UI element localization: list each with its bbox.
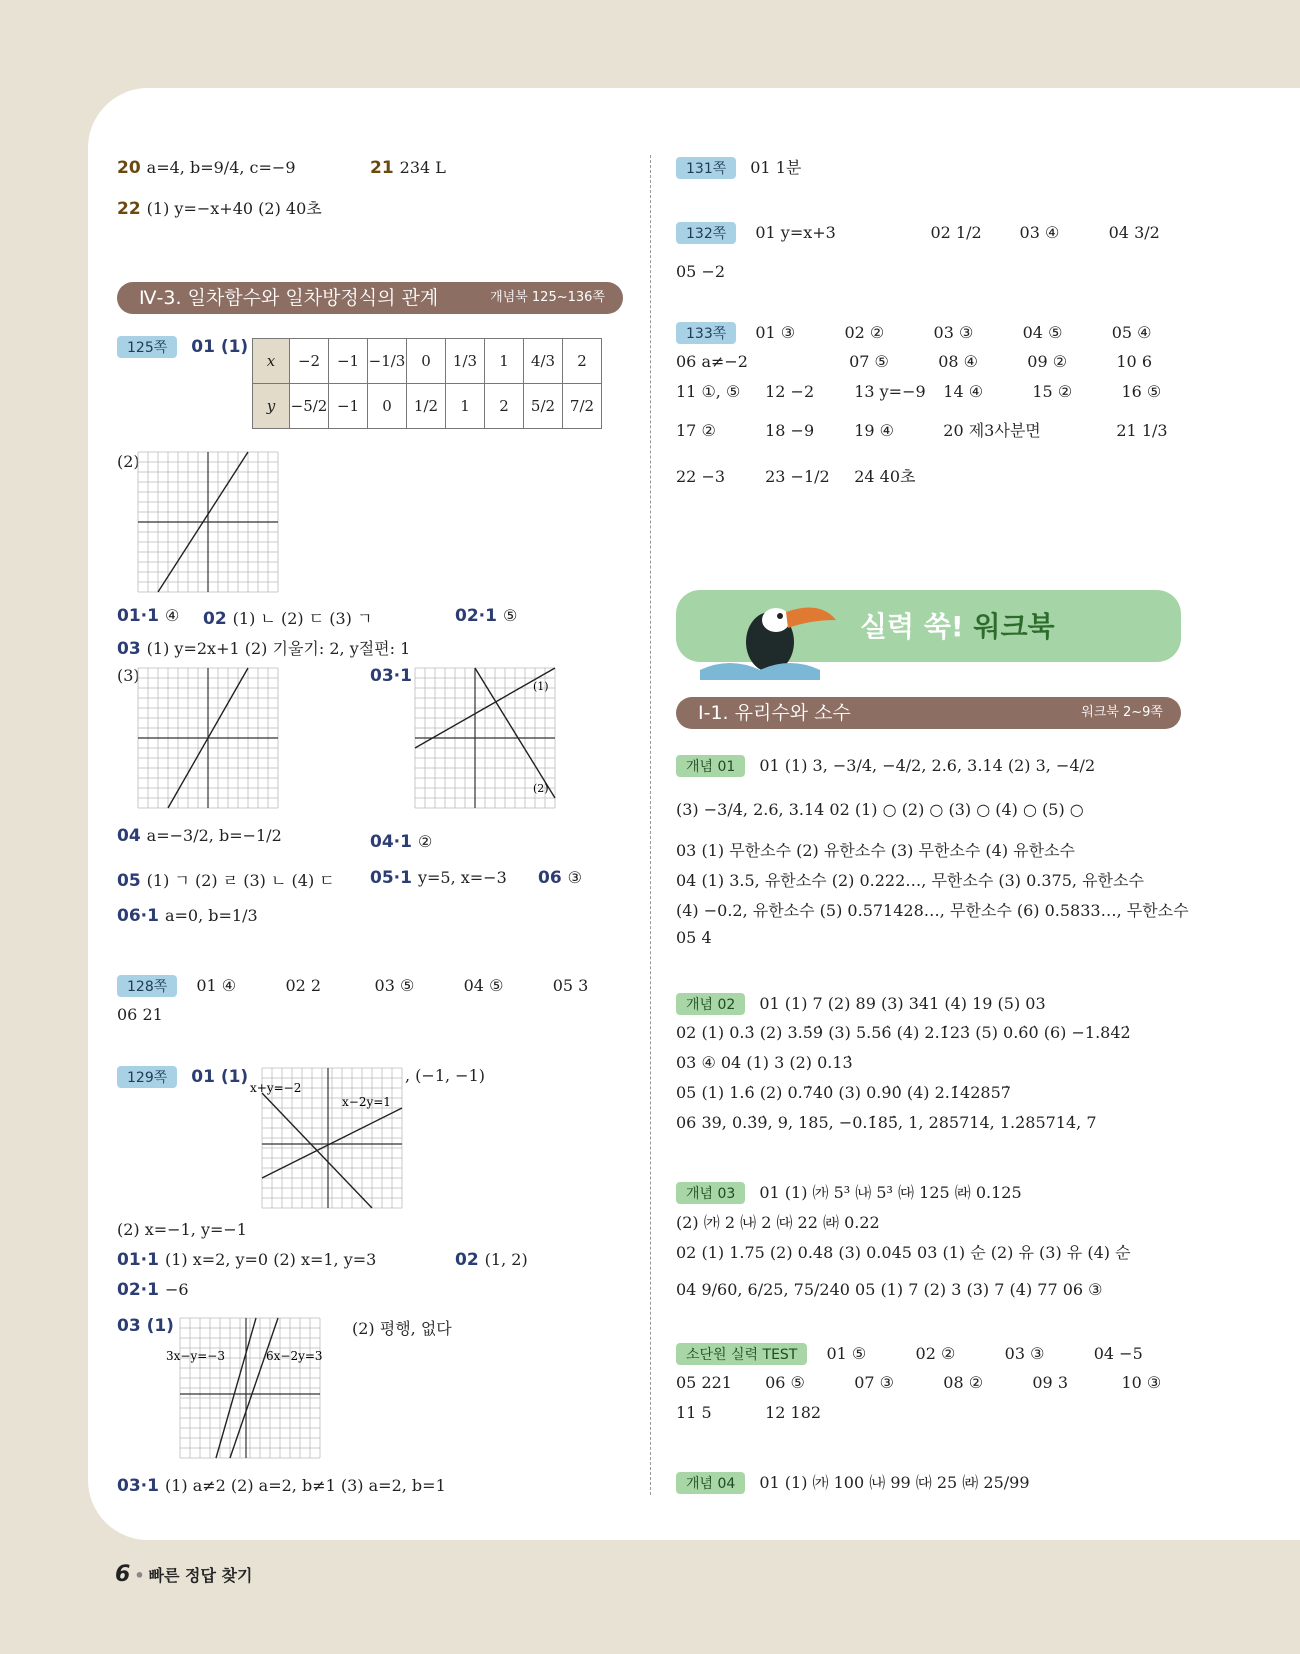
answer-05: [117, 868, 335, 891]
answer-item: 20 제3사분면: [943, 421, 1041, 440]
answer-item: 01 y=x+3: [755, 223, 836, 242]
workbook-banner-title: [860, 605, 1055, 645]
page-tag: 128쪽: [117, 975, 177, 997]
answer-text: , (−1, −1): [405, 1066, 485, 1085]
page-133-row-1: [676, 322, 1152, 344]
answer-item: 08 ②: [943, 1373, 984, 1392]
table-cell: 5/2: [524, 384, 563, 429]
answer-number: 05·1: [370, 868, 412, 888]
answer-text: (2) x=−1, y=−1: [117, 1220, 247, 1239]
concept-04-line-1: [676, 1470, 1030, 1494]
answer-item: 03 ④: [1019, 223, 1060, 242]
banner-text-a: 실력 쑥!: [860, 610, 974, 643]
answer-item: 01 1분: [750, 158, 802, 177]
answer-text: (1) y=2x+1 (2) 기울기: 2, y절편: 1: [146, 639, 411, 658]
answer-text: (1) ㄱ (2) ㄹ (3) ㄴ (4) ㄷ: [146, 871, 335, 890]
answer-item: 16 ⑤: [1121, 382, 1162, 401]
graph-line-label: x−2y=1: [342, 1095, 391, 1109]
table-cell: −1: [329, 339, 368, 384]
page-tag: 131쪽: [676, 157, 736, 179]
page-tag: 132쪽: [676, 222, 736, 244]
answer-item: 03 ⑤: [374, 976, 415, 995]
answer-item: 02 ②: [915, 1344, 956, 1363]
section-title: Ⅰ-1. 유리수와 소수: [698, 702, 851, 724]
table-cell: −1/3: [368, 339, 407, 384]
answer-number: 03 (1): [117, 1316, 174, 1336]
answer-number: 06·1: [117, 906, 159, 926]
answer-number: 03·1: [117, 1476, 159, 1496]
answer-03-1: [370, 666, 418, 686]
table-cell: −2: [290, 339, 329, 384]
answer-item: 11 5: [676, 1403, 712, 1422]
answer-item: 10 ③: [1121, 1373, 1162, 1392]
answer-text: (2) ㈎ 2 ㈏ 2 ㈐ 22 ㈑ 0.22: [676, 1213, 880, 1232]
answer-text: a=0, b=1/3: [164, 906, 258, 925]
page-131-row: [676, 155, 801, 179]
test-row-3: [676, 1403, 821, 1422]
page-133-row-4: [676, 418, 1168, 441]
answer-number: 01·1: [117, 1250, 159, 1270]
answer-item: 02 1/2: [930, 223, 982, 242]
answer-02b: [455, 1250, 528, 1270]
answer-02: [203, 606, 372, 629]
answer-text: a=4, b=9/4, c=−9: [146, 158, 296, 177]
answer-number: 06: [538, 868, 562, 888]
answer-item: 24 40초: [854, 467, 916, 486]
table-cell: 1: [485, 339, 524, 384]
answer-text: 05 4: [676, 928, 712, 947]
answer-item: 09 ②: [1027, 352, 1068, 371]
answer-item: 06 ⑤: [765, 1373, 805, 1392]
answer-03b: [117, 1316, 180, 1336]
banner-text-b: 워크북: [973, 610, 1055, 643]
answer-number: 01 (1): [191, 1067, 249, 1087]
section-ref: 워크북 2~9쪽: [1081, 705, 1163, 720]
answer-02-1b: [117, 1280, 189, 1300]
answer-text: ④: [164, 606, 180, 625]
answer-item: 01 ⑤: [826, 1344, 867, 1363]
answer-01-1b: [117, 1250, 376, 1270]
table-cell: 2: [563, 339, 602, 384]
page-125-header: [117, 336, 254, 358]
answer-text: 01 (1) ㈎ 100 ㈏ 99 ㈐ 25 ㈑ 25/99: [759, 1473, 1030, 1492]
answer-item: 01 ④: [196, 976, 237, 995]
concept-01-line-1: [676, 755, 1095, 777]
table-cell: −1: [329, 384, 368, 429]
answer-item: 03 ③: [1004, 1344, 1045, 1363]
page-133-row-2: [676, 352, 1152, 371]
answer-text: 04 9/60, 6/25, 75/240 05 (1) 7 (2) 3 (3) 7 (4) 77 06 ③: [676, 1280, 1103, 1299]
answer-item: 12 182: [765, 1403, 822, 1422]
answer-number: 22: [117, 199, 141, 219]
answer-04-1: [370, 832, 432, 852]
answer-text: (4) −0.2, 유한소수 (5) 0.571428…, 무한소수 (6) 0.5833…, 무한소수: [676, 901, 1189, 920]
answer-number: 04·1: [370, 832, 412, 852]
answer-text: 01 (1) ㈎ 5³ ㈏ 5³ ㈐ 125 ㈑ 0.125: [759, 1183, 1022, 1202]
page-129-header: [117, 1066, 254, 1088]
answer-text: 03 (1) 무한소수 (2) 유한소수 (3) 무한소수 (4) 유한소수: [676, 841, 1075, 860]
answer-02-1: [455, 606, 517, 626]
answer-text: 03 ④ 04 (1) 3 (2) 0.13̇: [676, 1053, 853, 1072]
answer-text: (1, 2): [484, 1250, 528, 1269]
answer-text: (1) a≠2 (2) a=2, b≠1 (3) a=2, b=1: [164, 1476, 446, 1495]
answer-item: 03 ③: [933, 323, 974, 342]
answer-number: 21: [370, 158, 394, 178]
concept-tag: 개념 01: [676, 755, 745, 777]
answer-item: 05 −2: [676, 262, 726, 281]
graph-line-label: 6x−2y=3: [266, 1349, 323, 1363]
graph-line-label: (1): [533, 680, 549, 693]
answer-text: ②: [417, 832, 433, 851]
table-row-y: [253, 384, 602, 429]
section-bar-i-1: [676, 697, 1181, 729]
answer-item: 22 −3: [676, 467, 726, 486]
answer-item: 02 ②: [844, 323, 885, 342]
answer-item: 15 ②: [1032, 382, 1073, 401]
page-tag: 125쪽: [117, 336, 177, 358]
answer-item: 23 −1/2: [765, 467, 830, 486]
answer-03: [117, 636, 410, 659]
coordinate-graph-03-1: [415, 668, 557, 810]
answer-item: 04 ⑤: [463, 976, 504, 995]
table-cell: 4/3: [524, 339, 563, 384]
answer-number: 01·1: [117, 606, 159, 626]
answer-number: 03·1: [370, 666, 412, 686]
answer-20: [117, 158, 296, 178]
section-title: Ⅳ-3. 일차함수와 일차방정식의 관계: [139, 287, 439, 309]
section-bar-iv-3: [117, 282, 623, 314]
answer-text: 02 (1) 0.3̇ (2) 3.5̇9̇ (3) 5.56̇ (4) 2.1̇23̇ (5) 0.6̇0̇ (6) −1.84̇2̇: [676, 1023, 1131, 1042]
table-row-x: [253, 339, 602, 384]
section-ref: 개념북 125~136쪽: [490, 290, 605, 305]
answer-item: 19 ④: [854, 421, 894, 440]
answer-06-1: [117, 906, 258, 926]
answer-item: 17 ②: [676, 421, 716, 440]
answer-text: ③: [567, 868, 583, 887]
answer-item: 14 ④: [943, 382, 984, 401]
answer-number: 02: [203, 609, 227, 629]
coordinate-graph-129: [250, 1068, 404, 1210]
answer-item: 08 ④: [938, 352, 978, 371]
page-128-row: [117, 975, 588, 997]
answer-item: 07 ⑤: [849, 352, 889, 371]
answer-number: 02·1: [117, 1280, 159, 1300]
answer-item: 18 −9: [765, 421, 815, 440]
answer-22: [117, 196, 322, 219]
graph-line-label: x+y=−2: [250, 1081, 302, 1095]
value-table: [252, 338, 602, 429]
table-cell: x: [253, 339, 290, 384]
answer-text: 02 (1) 1.75 (2) 0.48 (3) 0.045 03 (1) 순 (2) 유 (3) 유 (4) 순: [676, 1243, 1131, 1262]
column-divider: [650, 155, 651, 1495]
graph-line-label: 3x−y=−3: [166, 1349, 225, 1363]
coordinate-graph-3: [138, 668, 280, 810]
answer-text: 01 (1) 7 (2) 89 (3) 341 (4) 19 (5) 03: [759, 994, 1046, 1013]
answer-text: (1) y=−x+40 (2) 40초: [146, 199, 322, 218]
answer-text: a=−3/2, b=−1/2: [146, 826, 282, 845]
toucan-icon: [690, 590, 840, 680]
graph-label: (3): [117, 666, 140, 685]
answer-item: 06 a≠−2: [676, 352, 748, 371]
table-cell: 7/2: [563, 384, 602, 429]
answer-item: 04 −5: [1093, 1344, 1143, 1363]
answer-item: 13 y=−9: [854, 382, 926, 401]
table-cell: y: [253, 384, 290, 429]
test-tag: 소단원 실력 TEST: [676, 1343, 807, 1365]
graph-line-label: (2): [533, 782, 549, 795]
answer-item: 07 ③: [854, 1373, 894, 1392]
answer-item: 02 2: [285, 976, 322, 995]
answer-21: [370, 158, 446, 178]
answer-item: 05 3: [552, 976, 589, 995]
table-cell: 2: [485, 384, 524, 429]
footer-title: 빠른 정답 찾기: [148, 1566, 253, 1585]
answer-item: 10 6: [1116, 352, 1152, 371]
table-cell: 1: [446, 384, 485, 429]
answer-item: 06 21: [117, 1005, 163, 1024]
answer-item: 04 ⑤: [1022, 323, 1063, 342]
concept-03-line-1: [676, 1180, 1022, 1204]
answer-item: 09 3: [1032, 1373, 1068, 1392]
page-tag: 133쪽: [676, 322, 736, 344]
answer-text: 06 39, 0.3̇9̇, 9, 185, −0.1̇85̇, 1, 285714, 1.2̇85714̇, 7: [676, 1113, 1097, 1132]
answer-05-1: [370, 868, 507, 888]
answer-text: (1) ㄴ (2) ㄷ (3) ㄱ: [232, 609, 373, 628]
answer-text: −6: [164, 1280, 189, 1299]
answer-number: 01 (1): [191, 337, 249, 357]
table-cell: −5/2: [290, 384, 329, 429]
concept-tag: 개념 02: [676, 993, 745, 1015]
answer-number: 03: [117, 639, 141, 659]
concept-tag: 개념 04: [676, 1472, 745, 1494]
graph-label: (2): [117, 452, 140, 471]
page-133-row-5: [676, 464, 915, 487]
answer-text: ⑤: [502, 606, 518, 625]
table-cell: 1/3: [446, 339, 485, 384]
answer-item: 11 ①, ⑤: [676, 382, 741, 401]
coordinate-graph-2: [138, 452, 280, 594]
answer-item: 21 1/3: [1116, 421, 1168, 440]
answer-number: 20: [117, 158, 141, 178]
test-row-1: [676, 1343, 1143, 1365]
answer-text: 04 (1) 3.5, 유한소수 (2) 0.222…, 무한소수 (3) 0.375, 유한소수: [676, 871, 1144, 890]
answer-text: 01 (1) 3, −3/4, −4/2, 2.6, 3.14 (2) 3, −4/2: [759, 756, 1096, 775]
answer-text: 05 (1) 1.6̇ (2) 0.7̇40̇ (3) 0.9̇0̇ (4) 2.1̇42857̇: [676, 1083, 1011, 1102]
answer-04: [117, 826, 282, 846]
answer-text: (2) 평행, 없다: [352, 1319, 452, 1338]
answer-text: y=5, x=−3: [417, 868, 507, 887]
page-132-row: [676, 222, 1160, 244]
answer-item: 01 ③: [755, 323, 796, 342]
answer-number: 05: [117, 871, 141, 891]
answer-item: 12 −2: [765, 382, 815, 401]
answer-03-1b: [117, 1476, 446, 1496]
answer-01-1: [117, 606, 179, 626]
answer-text: (1) x=2, y=0 (2) x=1, y=3: [164, 1250, 377, 1269]
page-footer: 6 • 빠른 정답 찾기: [115, 1562, 253, 1587]
answer-item: 05 221: [676, 1373, 732, 1392]
table-cell: 1/2: [407, 384, 446, 429]
page-133-row-3: [676, 382, 1161, 401]
answer-item: 05 ④: [1111, 323, 1152, 342]
answer-06: [538, 868, 582, 888]
answer-number: 02: [455, 1250, 479, 1270]
page-tag: 129쪽: [117, 1066, 177, 1088]
coordinate-graph-03b: [166, 1318, 323, 1460]
page-number: 6: [115, 1562, 131, 1587]
concept-02-line-1: [676, 993, 1046, 1015]
answer-text: 234 L: [399, 158, 446, 177]
answer-number: 02·1: [455, 606, 497, 626]
answer-number: 04: [117, 826, 141, 846]
answer-item: 04 3/2: [1108, 223, 1160, 242]
test-row-2: [676, 1373, 1161, 1392]
answer-text: (3) −3/4, 2.6, 3.14 02 (1) ○ (2) ○ (3) ○ (4) ○ (5) ○: [676, 800, 1084, 819]
table-cell: 0: [407, 339, 446, 384]
table-cell: 0: [368, 384, 407, 429]
concept-tag: 개념 03: [676, 1182, 745, 1204]
